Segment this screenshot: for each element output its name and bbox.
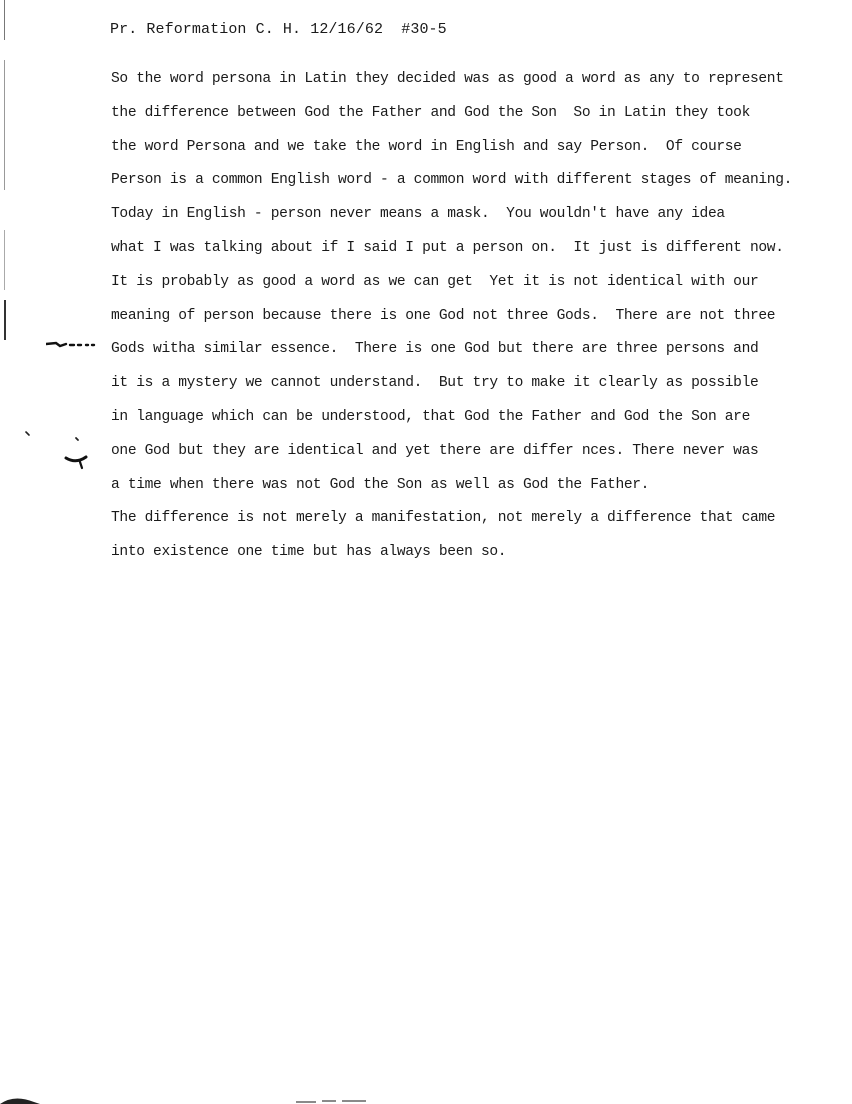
margin-arrow-mark (46, 340, 96, 350)
margin-hook-mark (24, 430, 94, 470)
text-line: the difference between God the Father and God the Son So in Latin they took (111, 104, 750, 121)
text-line: Person is a common English word - a common word with different stages of meaning. (111, 172, 793, 189)
text-line: meaning of person because there is one God not three Gods. There are not three (111, 307, 776, 324)
text-line: a time when there was not God the Son as well as God the Father. (111, 476, 650, 493)
scan-edge-mark (4, 230, 5, 290)
body-text (111, 68, 831, 575)
text-line: in language which can be understood, that God the Father and God the Son are (111, 408, 750, 425)
text-line: into existence one time but has always been so. (111, 544, 507, 561)
text-line: The difference is not merely a manifestation, not merely a difference that came (111, 510, 776, 527)
scan-edge-mark (4, 0, 5, 40)
scan-smudge-mark (0, 1090, 40, 1104)
scan-dash-mark (296, 1098, 368, 1104)
text-line: what I was talking about if I said I put a person on. It just is different now. (111, 239, 784, 256)
text-line: it is a mystery we cannot understand. But try to make it clearly as possible (111, 375, 759, 392)
text-line: Today in English - person never means a mask. You wouldn't have any idea (111, 206, 725, 223)
text-line: the word Persona and we take the word in English and say Person. Of course (111, 138, 742, 155)
text-line: one God but they are identical and yet there are differ nces. There never was (111, 442, 759, 459)
text-line: Gods witha similar essence. There is one God but there are three persons and (111, 341, 759, 358)
text-line: So the word persona in Latin they decided was as good a word as any to represent (111, 71, 784, 87)
scan-edge-mark (4, 300, 6, 340)
page-header: Pr. Reformation C. H. 12/16/62 #30-5 (110, 21, 447, 38)
text-line: It is probably as good a word as we can get Yet it is not identical with our (111, 273, 759, 290)
scan-edge-mark (4, 60, 5, 190)
